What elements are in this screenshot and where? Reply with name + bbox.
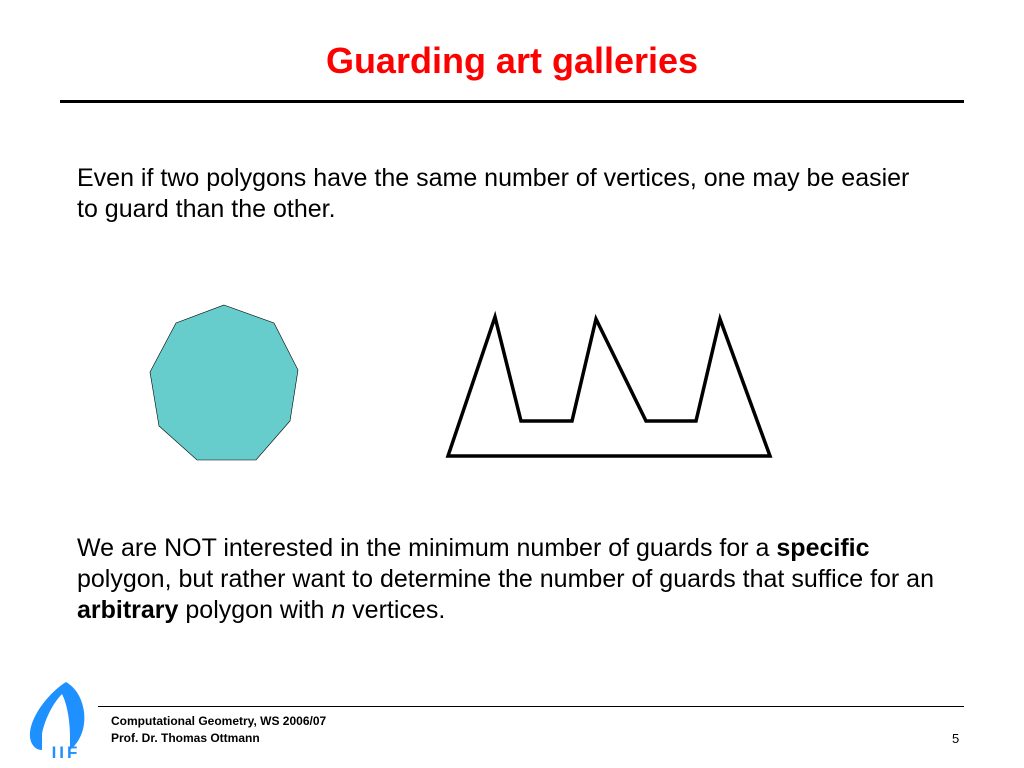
emphasis-specific: specific [776,534,870,562]
intro-paragraph: Even if two polygons have the same number of vertices, one may be easier to guard than the other. [77,164,910,223]
variable-n: n [331,596,346,624]
main-paragraph-text-4: vertices. [345,596,446,624]
page-number: 5 [952,731,960,746]
course-name: Computational Geometry, WS 2006/07 [111,714,327,728]
logo-text: IIF [51,743,81,760]
footer-divider [98,706,964,707]
convex-nonagon [150,305,298,460]
main-paragraph [77,533,937,626]
emphasis-arbitrary: arbitrary [77,596,179,624]
comb-polygon [448,317,770,456]
slide-title: Guarding art galleries [325,40,699,81]
author-name: Prof. Dr. Thomas Ottmann [111,731,260,745]
main-paragraph-text-3: polygon with [178,596,332,624]
main-paragraph-text-1: We are NOT interested in the minimum number of guards for a [77,534,777,562]
footer-credits [111,713,326,747]
main-paragraph-text-2: polygon, but rather want to determine the number of guards that suffice for an [77,565,934,593]
title-divider [60,100,964,103]
polygon-illustration [0,290,1024,470]
iif-logo-icon [22,680,96,760]
